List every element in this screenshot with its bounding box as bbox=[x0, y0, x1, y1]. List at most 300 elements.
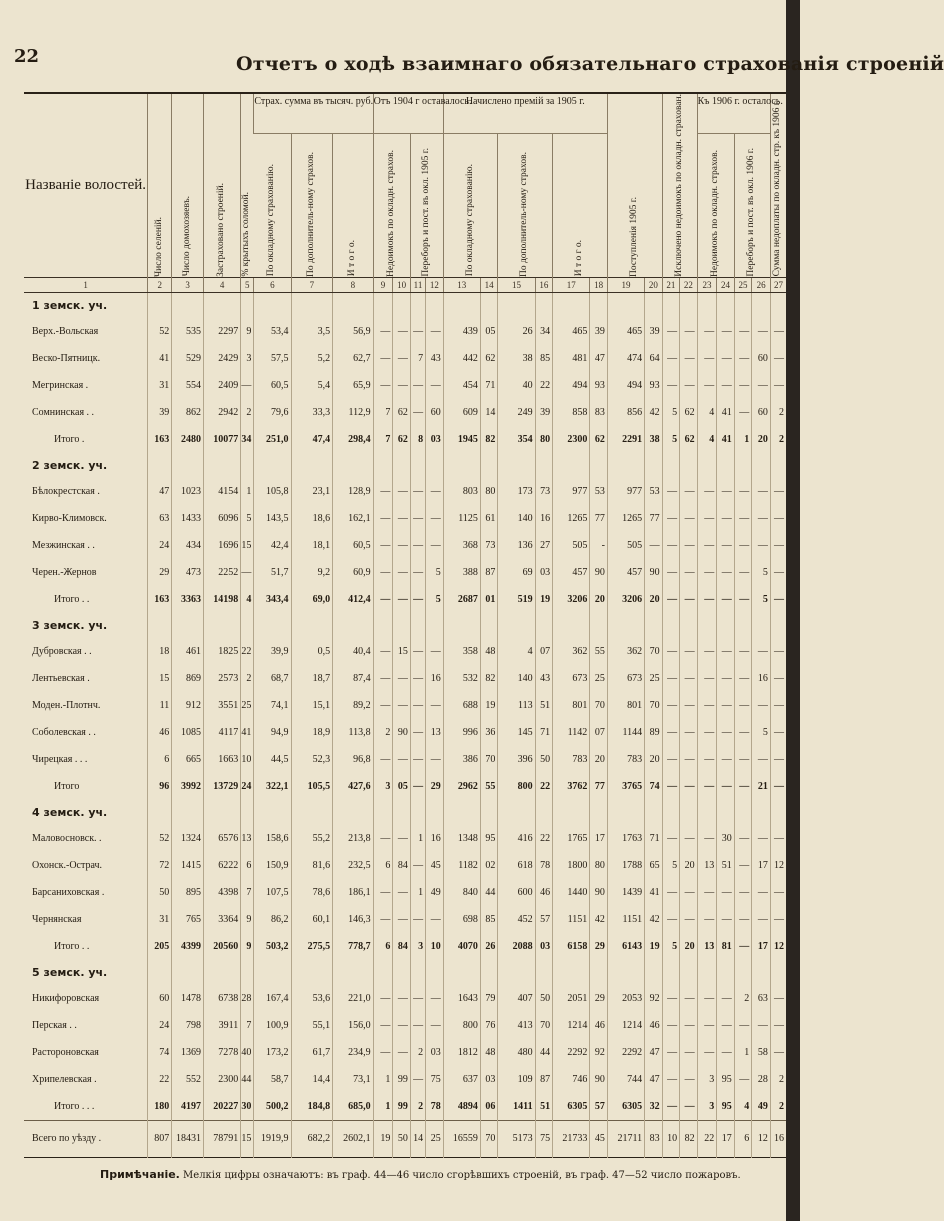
table-cell: 20 bbox=[645, 746, 663, 773]
table-cell bbox=[410, 613, 425, 638]
table-cell: 4 bbox=[734, 1093, 752, 1121]
table-cell: 140 bbox=[498, 665, 535, 692]
table-cell: 16 bbox=[752, 665, 771, 692]
row-label: Моден.-Плотнч. bbox=[32, 699, 101, 711]
table-cell: 47 bbox=[148, 478, 172, 505]
row-label: Хрипелевская . bbox=[32, 1073, 97, 1085]
table-cell: 71 bbox=[535, 719, 553, 746]
table-cell bbox=[410, 453, 425, 478]
table-cell: 146,3 bbox=[333, 906, 374, 933]
row-label: Бѣлокрестская . bbox=[32, 485, 100, 497]
table-cell: 3 bbox=[410, 933, 425, 960]
table-cell bbox=[204, 960, 241, 985]
table-cell: 2 bbox=[770, 1093, 786, 1121]
table-cell: 1945 bbox=[443, 426, 480, 453]
table-cell: 52,3 bbox=[291, 746, 333, 773]
table-cell bbox=[590, 453, 608, 478]
table-cell: 62,7 bbox=[333, 345, 374, 372]
table-cell: 85 bbox=[535, 345, 553, 372]
table-cell bbox=[204, 613, 241, 638]
table-cell: — bbox=[393, 318, 411, 345]
table-cell bbox=[148, 292, 172, 318]
table-cell: 18,9 bbox=[291, 719, 333, 746]
table-cell bbox=[645, 613, 663, 638]
section-title: 4 земск. уч. bbox=[32, 805, 108, 819]
row-label: Итого . . bbox=[54, 940, 90, 952]
table-cell: 2 bbox=[410, 1093, 425, 1121]
table-cell bbox=[172, 453, 204, 478]
table-cell: 4 bbox=[241, 586, 254, 613]
table-row bbox=[24, 345, 786, 372]
table-cell: 494 bbox=[607, 372, 644, 399]
table-cell: 82 bbox=[480, 665, 498, 692]
table-cell: 251,0 bbox=[254, 426, 291, 453]
insurance-ledger-table bbox=[24, 92, 786, 1158]
table-cell bbox=[254, 453, 291, 478]
table-cell: 396 bbox=[498, 746, 535, 773]
table-cell: 800 bbox=[443, 1012, 480, 1039]
table-cell: 39 bbox=[645, 318, 663, 345]
table-cell: — bbox=[734, 318, 752, 345]
table-cell: 12 bbox=[752, 1120, 771, 1157]
table-cell: — bbox=[680, 746, 698, 773]
table-cell bbox=[717, 960, 735, 985]
table-cell: — bbox=[373, 879, 393, 906]
table-cell: 16 bbox=[426, 665, 444, 692]
table-cell: 18,6 bbox=[291, 505, 333, 532]
table-cell bbox=[204, 453, 241, 478]
table-cell: 1 bbox=[410, 879, 425, 906]
table-cell: 18431 bbox=[172, 1120, 204, 1157]
table-cell bbox=[645, 292, 663, 318]
table-cell: — bbox=[770, 985, 786, 1012]
section-total-row bbox=[24, 426, 786, 453]
table-cell: 600 bbox=[498, 879, 535, 906]
table-cell: 2 bbox=[241, 399, 254, 426]
table-cell: — bbox=[734, 906, 752, 933]
table-cell: — bbox=[373, 532, 393, 559]
table-cell: — bbox=[717, 985, 735, 1012]
table-cell bbox=[443, 960, 480, 985]
table-cell: — bbox=[393, 1039, 411, 1066]
table-cell: — bbox=[734, 852, 752, 879]
table-cell: — bbox=[770, 906, 786, 933]
table-cell: — bbox=[410, 773, 425, 800]
table-cell: 107,5 bbox=[254, 879, 291, 906]
table-cell: 205 bbox=[148, 933, 172, 960]
table-cell: — bbox=[426, 746, 444, 773]
table-cell bbox=[662, 613, 680, 638]
table-cell: 18,1 bbox=[291, 532, 333, 559]
table-cell: 22 bbox=[241, 638, 254, 665]
table-cell bbox=[148, 613, 172, 638]
table-cell: 1182 bbox=[443, 852, 480, 879]
table-cell: 96,8 bbox=[333, 746, 374, 773]
table-cell: 90 bbox=[590, 879, 608, 906]
table-cell: 427,6 bbox=[333, 773, 374, 800]
table-cell: 109 bbox=[498, 1066, 535, 1093]
table-cell: 47 bbox=[645, 1066, 663, 1093]
table-cell: 1369 bbox=[172, 1039, 204, 1066]
table-cell: 1151 bbox=[607, 906, 644, 933]
table-cell: — bbox=[752, 879, 771, 906]
table-cell bbox=[662, 800, 680, 825]
table-cell: 19 bbox=[535, 586, 553, 613]
table-cell: 6305 bbox=[607, 1093, 644, 1121]
table-cell: — bbox=[393, 372, 411, 399]
table-cell bbox=[480, 960, 498, 985]
table-cell: 78 bbox=[535, 852, 553, 879]
row-label: Соболевская . . bbox=[32, 726, 96, 738]
table-cell bbox=[752, 800, 771, 825]
table-cell: 2300 bbox=[204, 1066, 241, 1093]
table-cell: 9 bbox=[241, 318, 254, 345]
table-row bbox=[24, 692, 786, 719]
table-cell: 163 bbox=[148, 426, 172, 453]
table-cell: 56,9 bbox=[333, 318, 374, 345]
table-cell: 105,8 bbox=[254, 478, 291, 505]
table-cell: 95 bbox=[717, 1093, 735, 1121]
table-cell: 03 bbox=[480, 1066, 498, 1093]
table-cell: 20 bbox=[752, 426, 771, 453]
table-cell: 2409 bbox=[204, 372, 241, 399]
table-cell bbox=[645, 800, 663, 825]
page-edge bbox=[786, 0, 800, 1221]
table-cell: — bbox=[697, 879, 717, 906]
table-row bbox=[24, 478, 786, 505]
table-cell: 53 bbox=[645, 478, 663, 505]
table-cell: 1 bbox=[241, 478, 254, 505]
header-1906-overpay: Переборъ и пост. въ окл. 1906 г. bbox=[746, 148, 757, 277]
table-cell: 41 bbox=[148, 345, 172, 372]
table-cell: 61 bbox=[480, 505, 498, 532]
table-cell: 2292 bbox=[553, 1039, 590, 1066]
table-cell: 99 bbox=[393, 1066, 411, 1093]
table-cell: 77 bbox=[645, 505, 663, 532]
table-cell: 81 bbox=[717, 933, 735, 960]
table-cell: 5173 bbox=[498, 1120, 535, 1157]
table-cell: 21733 bbox=[553, 1120, 590, 1157]
table-cell: 40 bbox=[241, 1039, 254, 1066]
table-cell: 03 bbox=[535, 559, 553, 586]
table-cell bbox=[535, 960, 553, 985]
table-cell bbox=[426, 453, 444, 478]
table-cell: — bbox=[426, 318, 444, 345]
table-cell: — bbox=[734, 665, 752, 692]
table-cell: 416 bbox=[498, 825, 535, 852]
table-cell bbox=[333, 453, 374, 478]
table-cell: 1125 bbox=[443, 505, 480, 532]
table-cell: — bbox=[697, 478, 717, 505]
table-cell: 84 bbox=[393, 933, 411, 960]
table-cell: — bbox=[734, 586, 752, 613]
table-cell: 60,5 bbox=[333, 532, 374, 559]
table-cell: — bbox=[680, 345, 698, 372]
table-cell: 03 bbox=[426, 1039, 444, 1066]
table-cell: 25 bbox=[645, 665, 663, 692]
table-cell bbox=[770, 960, 786, 985]
table-cell: 685,0 bbox=[333, 1093, 374, 1121]
table-cell: 93 bbox=[590, 372, 608, 399]
table-cell: 82 bbox=[480, 426, 498, 453]
header-premium-group: Начислено премій за 1905 г. bbox=[443, 93, 607, 133]
table-cell: 83 bbox=[590, 399, 608, 426]
table-cell: — bbox=[717, 665, 735, 692]
table-cell: — bbox=[373, 825, 393, 852]
table-cell: 688 bbox=[443, 692, 480, 719]
table-cell: 70 bbox=[480, 1120, 498, 1157]
table-cell: 1023 bbox=[172, 478, 204, 505]
table-cell: — bbox=[734, 638, 752, 665]
table-cell: 5 bbox=[426, 586, 444, 613]
page-title: Отчетъ о ходѣ взаимнаго обязательнаго страхованія строеній bbox=[236, 53, 944, 75]
table-cell: 65,9 bbox=[333, 372, 374, 399]
table-cell: 4154 bbox=[204, 478, 241, 505]
row-label: Сомнинская . . bbox=[32, 406, 95, 418]
table-cell: — bbox=[662, 478, 680, 505]
table-cell: 58,7 bbox=[254, 1066, 291, 1093]
table-cell: 64 bbox=[645, 345, 663, 372]
table-cell: 52 bbox=[148, 825, 172, 852]
table-cell: 3,5 bbox=[291, 318, 333, 345]
table-cell: 3206 bbox=[607, 586, 644, 613]
table-cell: 5 bbox=[241, 505, 254, 532]
section-total-row bbox=[24, 773, 786, 800]
table-cell bbox=[480, 453, 498, 478]
table-cell bbox=[662, 453, 680, 478]
table-cell: 1 bbox=[734, 1039, 752, 1066]
table-cell: 439 bbox=[443, 318, 480, 345]
table-cell: 14198 bbox=[204, 586, 241, 613]
header-householders: Число домохозяевъ. bbox=[181, 196, 192, 277]
table-cell: 70 bbox=[535, 1012, 553, 1039]
table-cell bbox=[770, 800, 786, 825]
table-cell: — bbox=[680, 906, 698, 933]
table-cell: 14 bbox=[480, 399, 498, 426]
table-cell bbox=[148, 960, 172, 985]
table-cell: 73,1 bbox=[333, 1066, 374, 1093]
table-cell: 2429 bbox=[204, 345, 241, 372]
table-cell: 36 bbox=[480, 719, 498, 746]
table-cell: — bbox=[680, 559, 698, 586]
table-cell: 173 bbox=[498, 478, 535, 505]
header-1906-arrears: Недоимокъ по окладн. страхов. bbox=[709, 149, 720, 277]
ledger-body bbox=[24, 292, 786, 1157]
table-cell: 12 bbox=[770, 852, 786, 879]
table-cell: 78791 bbox=[204, 1120, 241, 1157]
table-cell: 6222 bbox=[204, 852, 241, 879]
table-cell bbox=[697, 800, 717, 825]
table-cell: 4399 bbox=[172, 933, 204, 960]
table-cell: — bbox=[373, 1012, 393, 1039]
table-cell bbox=[426, 960, 444, 985]
table-cell: 1919,9 bbox=[254, 1120, 291, 1157]
table-cell: 1 bbox=[373, 1093, 393, 1121]
table-cell: — bbox=[717, 746, 735, 773]
table-cell: 5 bbox=[662, 933, 680, 960]
row-label: Никифоровская bbox=[32, 992, 100, 1004]
table-cell bbox=[553, 960, 590, 985]
footnote-text: Мелкія цифры означаютъ: въ граф. 44—46 число сгорѣвшихъ строеній, въ граф. 47—52 число пожаровъ. bbox=[183, 1170, 741, 1181]
table-cell: 801 bbox=[607, 692, 644, 719]
table-cell: 665 bbox=[172, 746, 204, 773]
table-cell: 862 bbox=[172, 399, 204, 426]
table-cell: 94,9 bbox=[254, 719, 291, 746]
table-row bbox=[24, 399, 786, 426]
table-cell: 480 bbox=[498, 1039, 535, 1066]
table-cell: 275,5 bbox=[291, 933, 333, 960]
table-cell: — bbox=[717, 559, 735, 586]
table-cell bbox=[480, 800, 498, 825]
table-cell: 25 bbox=[590, 665, 608, 692]
table-cell: 60 bbox=[426, 399, 444, 426]
table-cell: 3992 bbox=[172, 773, 204, 800]
table-cell: 434 bbox=[172, 532, 204, 559]
table-cell: — bbox=[734, 773, 752, 800]
table-cell: 1348 bbox=[443, 825, 480, 852]
table-cell: 80 bbox=[480, 478, 498, 505]
table-cell: 57,5 bbox=[254, 345, 291, 372]
table-cell: 5 bbox=[662, 852, 680, 879]
table-cell: 5 bbox=[752, 586, 771, 613]
table-cell: — bbox=[752, 825, 771, 852]
table-cell: — bbox=[410, 1012, 425, 1039]
table-cell bbox=[717, 453, 735, 478]
table-cell: 95 bbox=[717, 1066, 735, 1093]
table-cell: 698 bbox=[443, 906, 480, 933]
table-cell: 80 bbox=[590, 852, 608, 879]
table-cell: 90 bbox=[590, 559, 608, 586]
table-cell: 368 bbox=[443, 532, 480, 559]
table-cell: 5 bbox=[752, 719, 771, 746]
table-cell bbox=[535, 453, 553, 478]
table-cell bbox=[752, 453, 771, 478]
table-cell: 30 bbox=[241, 1093, 254, 1121]
table-cell: 4894 bbox=[443, 1093, 480, 1121]
table-cell: 95 bbox=[480, 825, 498, 852]
table-cell: 49 bbox=[752, 1093, 771, 1121]
table-cell: — bbox=[393, 586, 411, 613]
table-row bbox=[24, 638, 786, 665]
table-cell: 22 bbox=[148, 1066, 172, 1093]
table-cell: — bbox=[426, 692, 444, 719]
table-row bbox=[24, 372, 786, 399]
table-cell: — bbox=[717, 773, 735, 800]
table-cell: 5 bbox=[662, 426, 680, 453]
table-cell: 13 bbox=[697, 852, 717, 879]
table-cell: — bbox=[393, 665, 411, 692]
table-cell: — bbox=[680, 773, 698, 800]
table-cell: 100,9 bbox=[254, 1012, 291, 1039]
table-row bbox=[24, 665, 786, 692]
table-cell: 3762 bbox=[553, 773, 590, 800]
table-cell: — bbox=[680, 665, 698, 692]
table-cell: 07 bbox=[590, 719, 608, 746]
table-cell: 358 bbox=[443, 638, 480, 665]
table-cell: 1433 bbox=[172, 505, 204, 532]
table-cell: — bbox=[680, 532, 698, 559]
table-cell: 1825 bbox=[204, 638, 241, 665]
table-cell: 3 bbox=[373, 773, 393, 800]
table-cell: 24 bbox=[241, 773, 254, 800]
table-cell: 13 bbox=[697, 933, 717, 960]
table-cell: 673 bbox=[607, 665, 644, 692]
table-cell: 9 bbox=[241, 933, 254, 960]
table-cell: — bbox=[734, 505, 752, 532]
table-cell bbox=[645, 960, 663, 985]
table-cell: 140 bbox=[498, 505, 535, 532]
table-cell: 4 bbox=[697, 399, 717, 426]
section-total-row bbox=[24, 933, 786, 960]
table-cell: 158,6 bbox=[254, 825, 291, 852]
table-cell: — bbox=[680, 372, 698, 399]
table-cell: — bbox=[373, 665, 393, 692]
table-cell: — bbox=[717, 505, 735, 532]
table-cell bbox=[498, 453, 535, 478]
table-cell: — bbox=[662, 1012, 680, 1039]
table-cell: — bbox=[662, 532, 680, 559]
section-title: 1 земск. уч. bbox=[32, 298, 108, 312]
table-cell: 28 bbox=[241, 985, 254, 1012]
table-cell: 42,4 bbox=[254, 532, 291, 559]
table-cell: 552 bbox=[172, 1066, 204, 1093]
table-cell: 90 bbox=[645, 559, 663, 586]
row-label: Мегринская . bbox=[32, 379, 89, 391]
table-cell bbox=[241, 613, 254, 638]
table-cell: - bbox=[590, 532, 608, 559]
table-row bbox=[24, 318, 786, 345]
table-cell: 60 bbox=[752, 345, 771, 372]
table-cell: 07 bbox=[535, 638, 553, 665]
table-cell: 78 bbox=[426, 1093, 444, 1121]
table-cell: 20 bbox=[680, 852, 698, 879]
table-cell bbox=[535, 800, 553, 825]
table-cell bbox=[373, 800, 393, 825]
table-cell: 609 bbox=[443, 399, 480, 426]
table-cell: 1663 bbox=[204, 746, 241, 773]
table-cell: 86,2 bbox=[254, 906, 291, 933]
table-cell: 1214 bbox=[607, 1012, 644, 1039]
table-cell bbox=[410, 960, 425, 985]
table-cell: 15 bbox=[393, 638, 411, 665]
table-cell: 2051 bbox=[553, 985, 590, 1012]
table-cell: — bbox=[662, 746, 680, 773]
table-cell: 45 bbox=[426, 852, 444, 879]
table-cell: — bbox=[393, 985, 411, 1012]
table-cell bbox=[680, 613, 698, 638]
table-cell: — bbox=[770, 478, 786, 505]
table-cell: 145 bbox=[498, 719, 535, 746]
table-cell: 156,0 bbox=[333, 1012, 374, 1039]
table-cell: 10 bbox=[426, 933, 444, 960]
header-1906-group: Къ 1906 г. осталось. bbox=[697, 93, 770, 133]
table-cell: — bbox=[697, 906, 717, 933]
table-cell: 68,7 bbox=[254, 665, 291, 692]
table-cell: 13 bbox=[241, 825, 254, 852]
header-receipts-1905: Поступленія 1905 г. bbox=[628, 196, 639, 277]
table-cell bbox=[553, 800, 590, 825]
table-cell bbox=[393, 613, 411, 638]
table-cell: 65 bbox=[645, 852, 663, 879]
row-label: Маловосновск. . bbox=[32, 832, 102, 844]
table-cell bbox=[241, 800, 254, 825]
table-cell: 682,2 bbox=[291, 1120, 333, 1157]
table-cell: — bbox=[680, 478, 698, 505]
table-cell: 6305 bbox=[553, 1093, 590, 1121]
table-row bbox=[24, 852, 786, 879]
table-cell: 807 bbox=[148, 1120, 172, 1157]
header-1904-overpay: Переборъ и пост. въ окл. 1905 г. bbox=[420, 148, 431, 277]
